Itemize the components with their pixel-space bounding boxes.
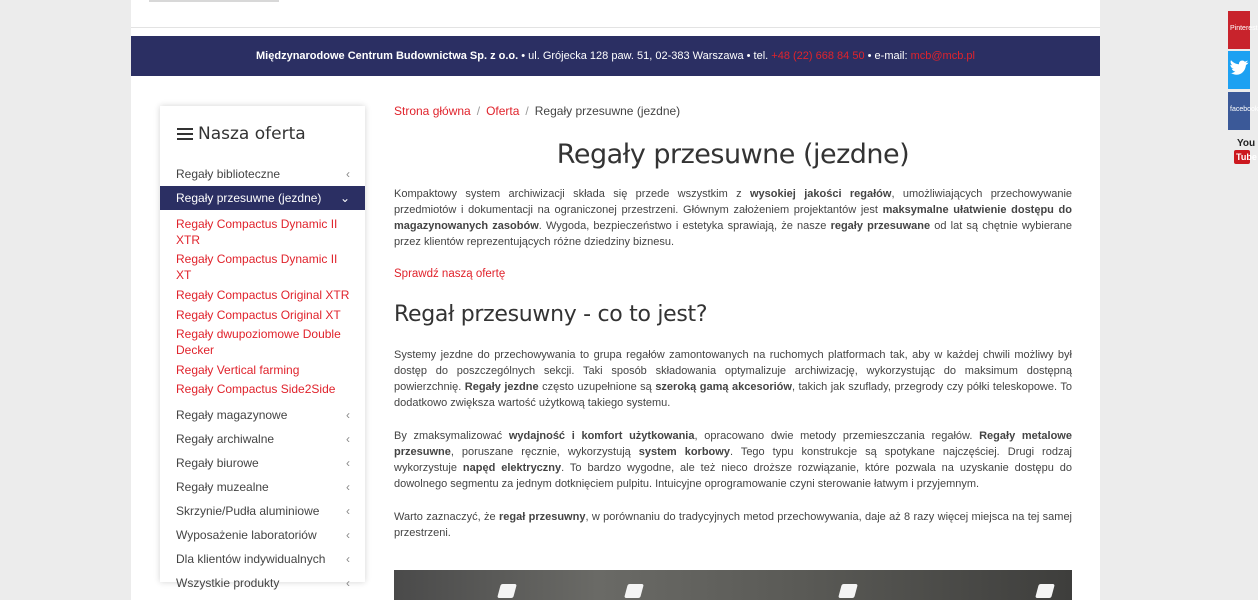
text-span: , poruszane ręcznie, wykorzystują <box>450 446 639 458</box>
sidebar-title <box>177 124 306 144</box>
paragraph-methods <box>394 428 1072 492</box>
site-header <box>131 0 1100 28</box>
sidebar-item-label: Wyposażenie laboratoriów <box>176 528 317 543</box>
bold-span: Regały jezdne <box>464 381 539 393</box>
sidebar-item-magazynowe[interactable] <box>160 403 365 427</box>
text-span: By zmaksymalizować <box>394 430 509 442</box>
sidebar-item-label: Regały muzealne <box>176 480 269 495</box>
bold-span: regały przesuwane <box>830 220 931 232</box>
sidebar-item-muzealne[interactable] <box>160 475 365 499</box>
sidebar-item-wszystkie[interactable] <box>160 571 365 595</box>
youtube-you-text: You <box>1237 138 1256 149</box>
text-span: . Tego typu konstrukcje są spotykane najczęściej. Drugi rodzaj wykorzystuje <box>394 446 1073 474</box>
submenu-item[interactable]: Regały Compactus Original XT <box>176 307 341 322</box>
chevron-left-icon: ‹ <box>346 456 350 471</box>
chevron-left-icon: ‹ <box>346 167 350 181</box>
section-heading: Regał przesuwny - co to jest? <box>394 302 708 327</box>
bold-span: wysokiej jakości regałów <box>750 188 892 200</box>
text-span: Warto zaznaczyć, że <box>394 511 499 523</box>
breadcrumb-offer[interactable]: Oferta <box>486 104 520 118</box>
breadcrumb-separator: / <box>525 104 529 118</box>
logo[interactable] <box>149 0 279 2</box>
breadcrumb-separator: / <box>476 104 481 118</box>
sidebar-item-label: Regały magazynowe <box>176 408 288 423</box>
chevron-left-icon: ‹ <box>346 528 350 543</box>
main-content <box>394 99 1072 541</box>
email-link[interactable]: mcb@mcb.pl <box>910 50 975 62</box>
chevron-left-icon: ‹ <box>346 552 350 567</box>
sidebar-item-przesuwne[interactable] <box>160 186 365 210</box>
phone-link[interactable]: +48 (22) 668 84 50 <box>771 50 865 62</box>
text-span: Kompaktowy system archiwizacji składa się przede wszystkim z <box>394 188 750 200</box>
submenu-item[interactable]: Regały Compactus Dynamic II XT <box>176 252 338 283</box>
youtube-tube-text: Tube <box>1236 152 1257 162</box>
text-span: , umożliwiających przechowywanie przedmiotów i dokumentacji na ograniczonej przestrzeni. Głównym założeniem projektantów jest <box>394 188 1073 216</box>
lamp-shape <box>624 584 644 598</box>
lamp-shape <box>1035 584 1055 598</box>
submenu-container <box>160 210 365 403</box>
sidebar-item-skrzynie[interactable] <box>160 499 365 523</box>
text-span: , w porównaniu do tradycyjnych metod przechowywania, daje aż 8 razy więcej miejsca na tej samej przestrzeni. <box>394 511 1073 539</box>
text-span: Systemy jezdne do przechowywania to grupa regałów zamontowanych na ruchomych platformach tak, aby w każdej chwili możliwy był dostęp do poszczególnych sekcji. Taki sposób składowania optymalizuje archiwizację, wykorzystując do maksimum dostępną powierzchnię. <box>394 349 1072 393</box>
sidebar-item-label: Regały biblioteczne <box>176 167 281 181</box>
lamp-shape <box>497 584 517 598</box>
text-span: od lat są chętnie wybierane przez klientów reprezentujących różne dziedziny biznesu. <box>394 220 1072 248</box>
page-container <box>131 0 1100 600</box>
submenu <box>160 210 365 403</box>
twitter-share-button[interactable] <box>1228 51 1250 89</box>
bold-span: Regały metalowe przesuwne <box>394 430 1072 458</box>
email-label: • e-mail: <box>864 50 911 62</box>
company-name: Międzynarodowe Centrum Budownictwa Sp. z o.o. <box>256 50 519 62</box>
paragraph-space <box>394 509 1072 541</box>
breadcrumb-current: Regały przesuwne (jezdne) <box>534 104 681 118</box>
breadcrumb <box>394 99 1072 123</box>
offer-sidebar <box>160 106 365 591</box>
sidebar-item-label: Regały przesuwne (jezdne) <box>176 191 322 205</box>
text-span: . Wygoda, bezpieczeństwo i estetyka sprawiają, że nasze <box>538 220 831 232</box>
sidebar-item-indywidualni[interactable] <box>160 547 365 571</box>
sidebar-item-biurowe[interactable] <box>160 451 365 475</box>
sidebar-item-biblioteczne[interactable] <box>160 162 365 186</box>
chevron-left-icon: ‹ <box>346 432 350 447</box>
breadcrumb-home[interactable]: Strona główna <box>394 104 471 118</box>
menu-icon <box>177 125 193 143</box>
sidebar-item-label: Regały biurowe <box>176 456 259 471</box>
sidebar-item-label: Skrzynie/Pudła aluminiowe <box>176 504 320 519</box>
bold-span: regał przesuwny <box>498 511 586 523</box>
bold-span: system korbowy <box>638 446 730 458</box>
sidebar-item-label: Regały archiwalne <box>176 432 275 447</box>
offer-menu <box>160 162 365 595</box>
lamp-shape <box>838 584 858 598</box>
submenu-item[interactable]: Regały dwupoziomowe Double Decker <box>176 327 341 358</box>
chevron-left-icon: ‹ <box>346 576 350 591</box>
submenu-item[interactable]: Regały Compactus Dynamic II XTR <box>176 216 338 247</box>
bold-span: maksymalne ułatwienie dostępu do magazynowanych zasobów <box>394 204 1072 232</box>
sidebar-item-label: Dla klientów indywidualnych <box>176 552 326 567</box>
pinterest-label: Pinterest <box>1230 25 1258 32</box>
bold-span: wydajność i komfort użytkowania <box>508 430 695 442</box>
sidebar-title-text: Nasza oferta <box>198 124 306 144</box>
check-offer-link[interactable]: Sprawdź naszą ofertę <box>394 268 506 280</box>
chevron-down-icon: ⌄ <box>339 191 350 205</box>
facebook-share-button[interactable] <box>1228 92 1258 130</box>
intro-paragraph <box>394 186 1072 250</box>
sidebar-item-label: Wszystkie produkty <box>176 576 280 591</box>
text-span: , takich jak szuflady, przegrody czy półki teleskopowe. To dodatkowo zwiększa wartość użytkową takiego systemu. <box>394 381 1073 409</box>
pinterest-share-button[interactable] <box>1228 11 1258 49</box>
youtube-button[interactable] <box>1228 138 1257 166</box>
company-address: • ul. Grójecka 128 paw. 51, 02-383 Warszawa • tel. <box>518 50 772 62</box>
sidebar-item-archiwalne[interactable] <box>160 427 365 451</box>
submenu-item[interactable]: Regały Compactus Side2Side <box>176 382 336 397</box>
text-span: , opracowano dwie metody przemieszczania regałów. <box>694 430 980 442</box>
bold-span: napęd elektryczny <box>462 462 562 474</box>
chevron-left-icon: ‹ <box>346 408 350 423</box>
submenu-item[interactable]: Regały Vertical farming <box>176 362 300 377</box>
chevron-left-icon: ‹ <box>346 504 350 519</box>
chevron-left-icon: ‹ <box>346 480 350 495</box>
text-span: . To bardzo wygodne, ale też nieco droższe rozwiązanie, które pozwala na uzyskanie dostępu do dowolnego segmentu za jednym dotknięciem pulpitu. Intuicyjne oprogramowanie czyni sterowanie łatwym i przyjemnym. <box>394 462 1072 490</box>
product-photo <box>394 570 1072 600</box>
facebook-label: facebook <box>1230 106 1258 113</box>
submenu-item[interactable]: Regały Compactus Original XTR <box>176 287 350 302</box>
sidebar-item-laboratoria[interactable] <box>160 523 365 547</box>
contact-infobar <box>131 36 1100 76</box>
bold-span: szeroką gamą akcesoriów <box>655 381 792 393</box>
paragraph-systems <box>394 347 1072 411</box>
page-title: Regały przesuwne (jezdne) <box>556 139 910 170</box>
twitter-bird-icon <box>1228 51 1250 89</box>
text-span: często uzupełnione są <box>538 381 656 393</box>
